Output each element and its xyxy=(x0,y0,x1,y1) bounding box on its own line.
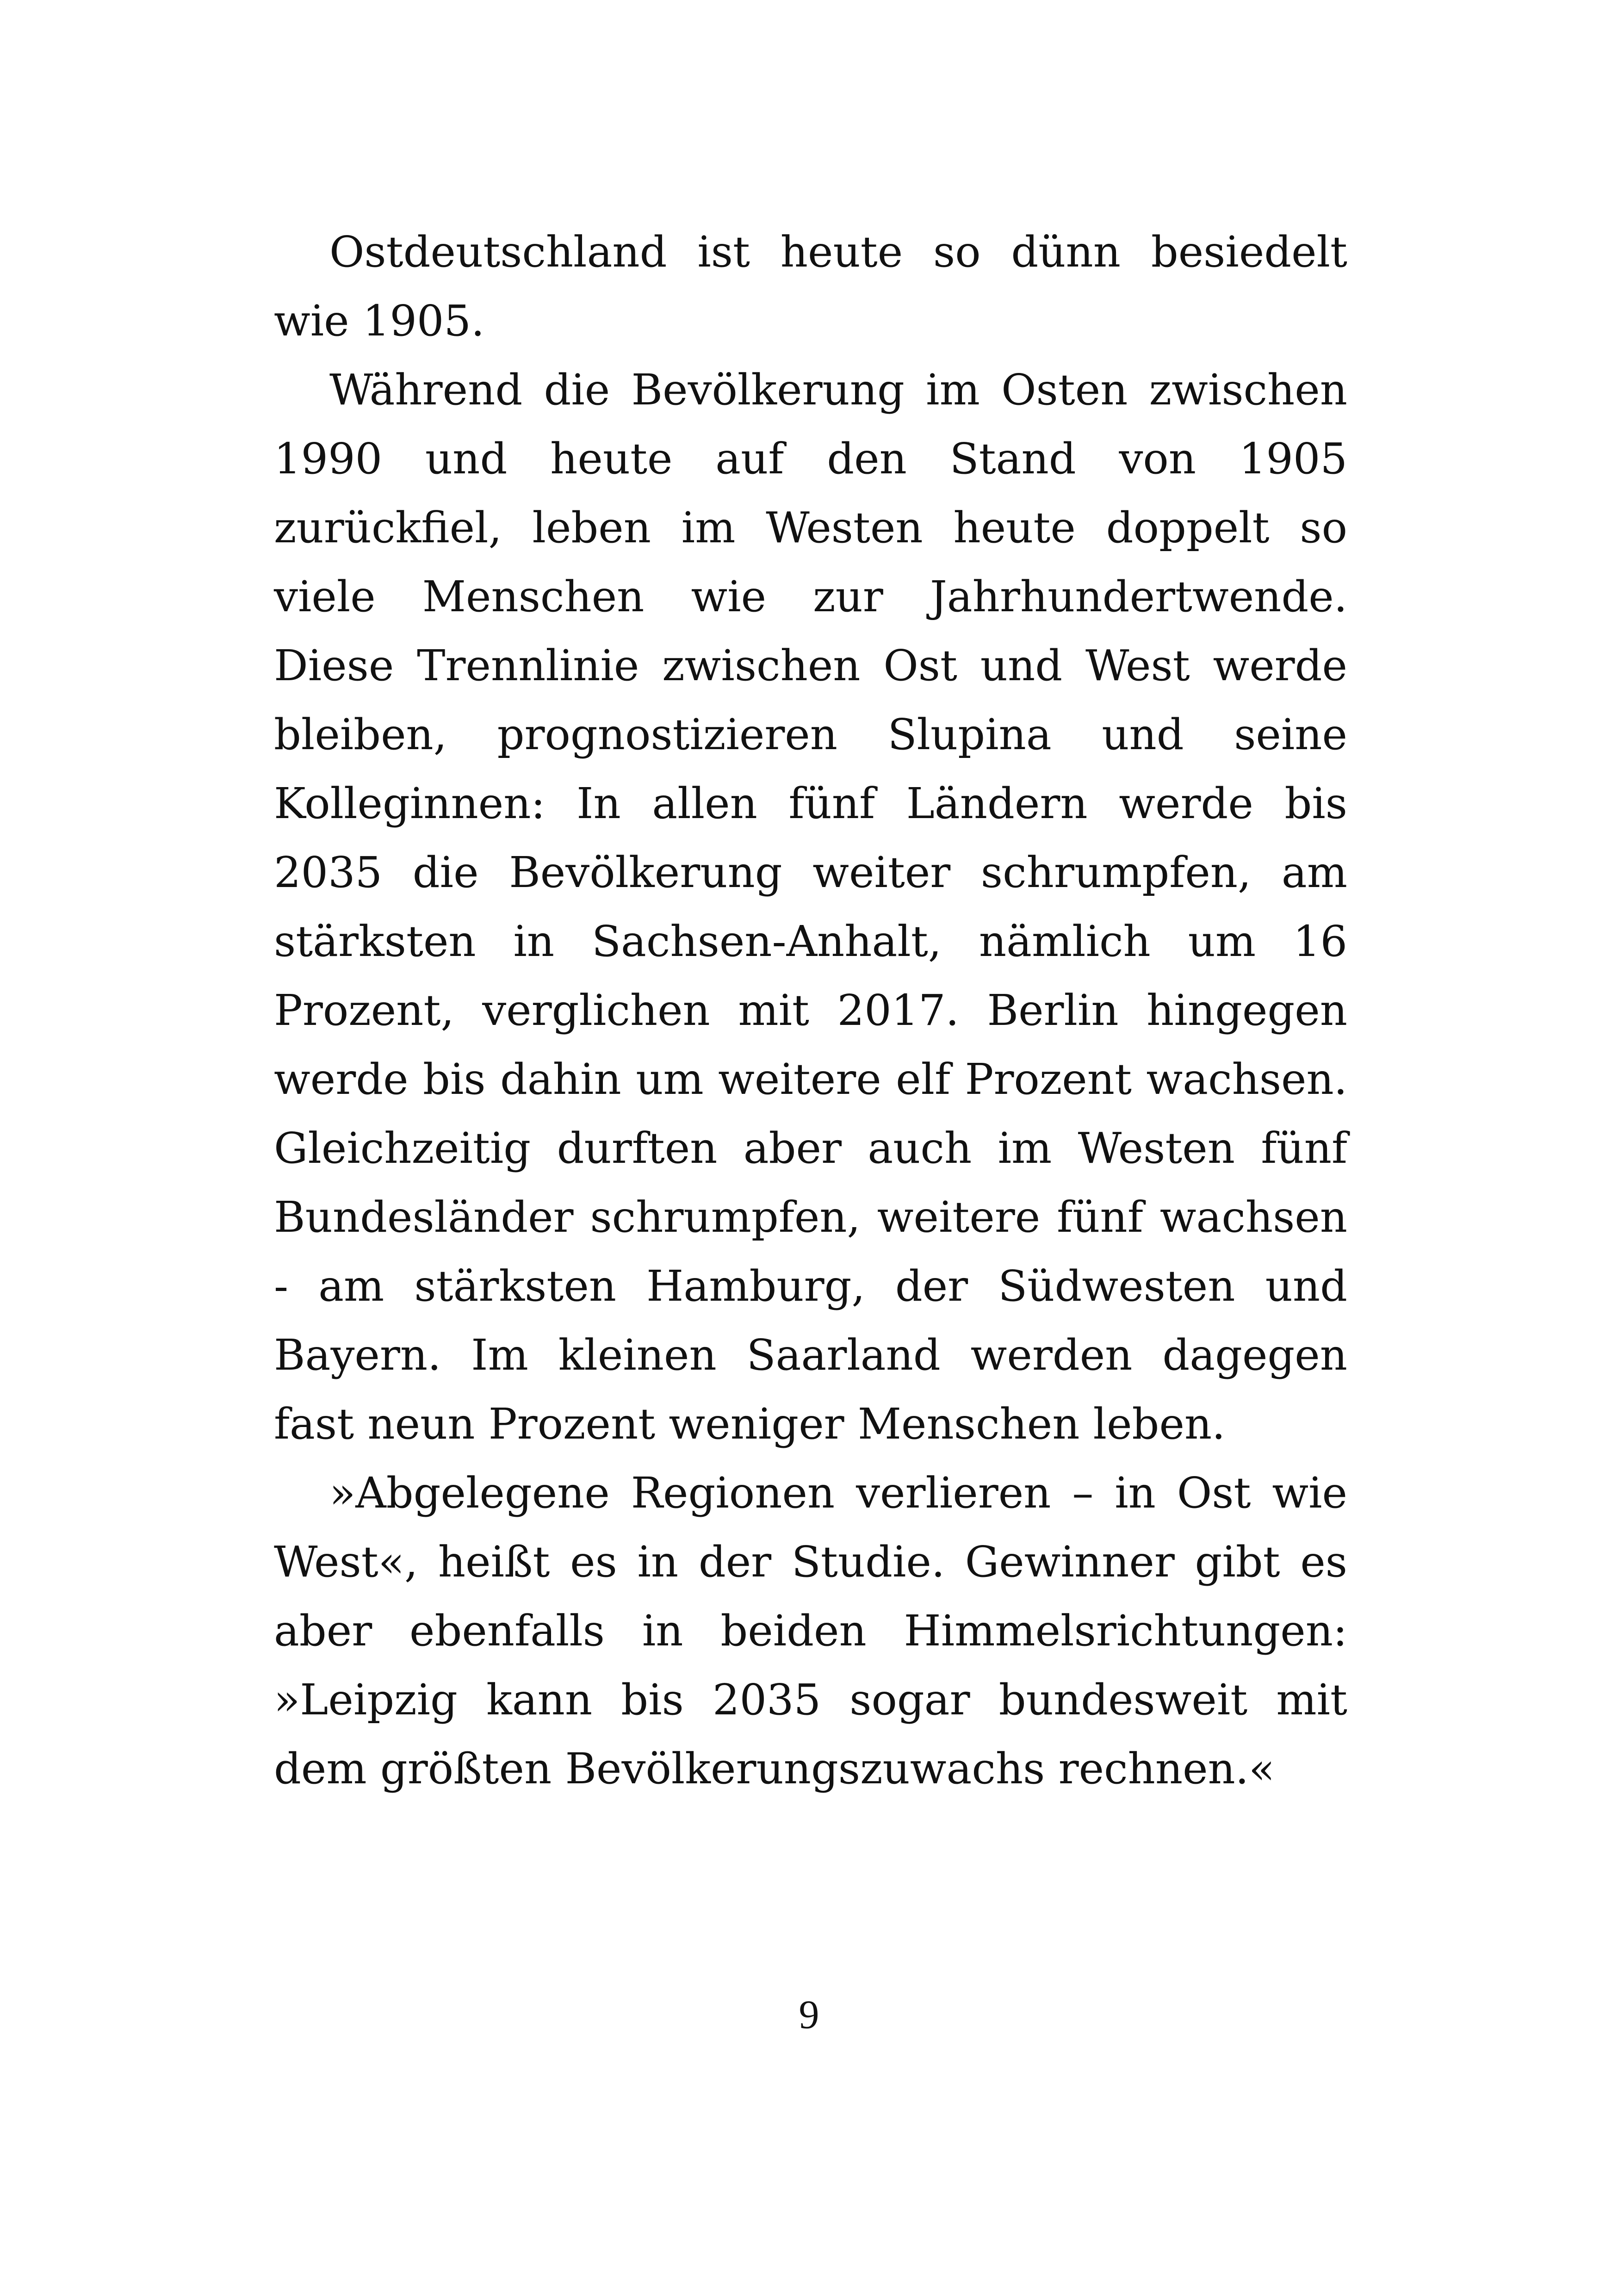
body-text xyxy=(274,217,1347,1803)
paragraph: »Abgelegene Regionen verlieren – in Ost wie West«, heißt es in der Studie. Gewinner gibt es aber ebenfalls in beiden Himmelsrichtungen: »Leipzig kann bis 2035 sogar bundesweit mit dem größten Bevölkerungszuwachs rechnen.« xyxy=(274,1468,1347,1793)
paragraph: Ostdeutschland ist heute so dünn besiedelt wie 1905. xyxy=(274,227,1347,346)
paragraph: Während die Bevölkerung im Osten zwischen 1990 und heute auf den Stand von 1905 zurückfiel, leben im Westen heute doppelt so viele Menschen wie zur Jahrhundertwende. Diese Trennlinie zwischen Ost und West werde bleiben, prognostizieren Slupina und seine Kolleginnen: In allen fünf Ländern werde bis 2035 die Bevölkerung weiter schrumpfen, am stärksten in Sachsen-Anhalt, nämlich um 16 Prozent, verglichen mit 2017. Berlin hingegen werde bis dahin um weitere elf Prozent wachsen. Gleichzeitig durften aber auch im Westen fünf Bundesländer schrumpfen, weitere fünf wachsen - am stärksten Hamburg, der Südwesten und Bayern. Im kleinen Saarland werden dagegen fast neun Prozent weniger Menschen leben. xyxy=(274,365,1347,1449)
page-number: 9 xyxy=(799,1992,819,2037)
